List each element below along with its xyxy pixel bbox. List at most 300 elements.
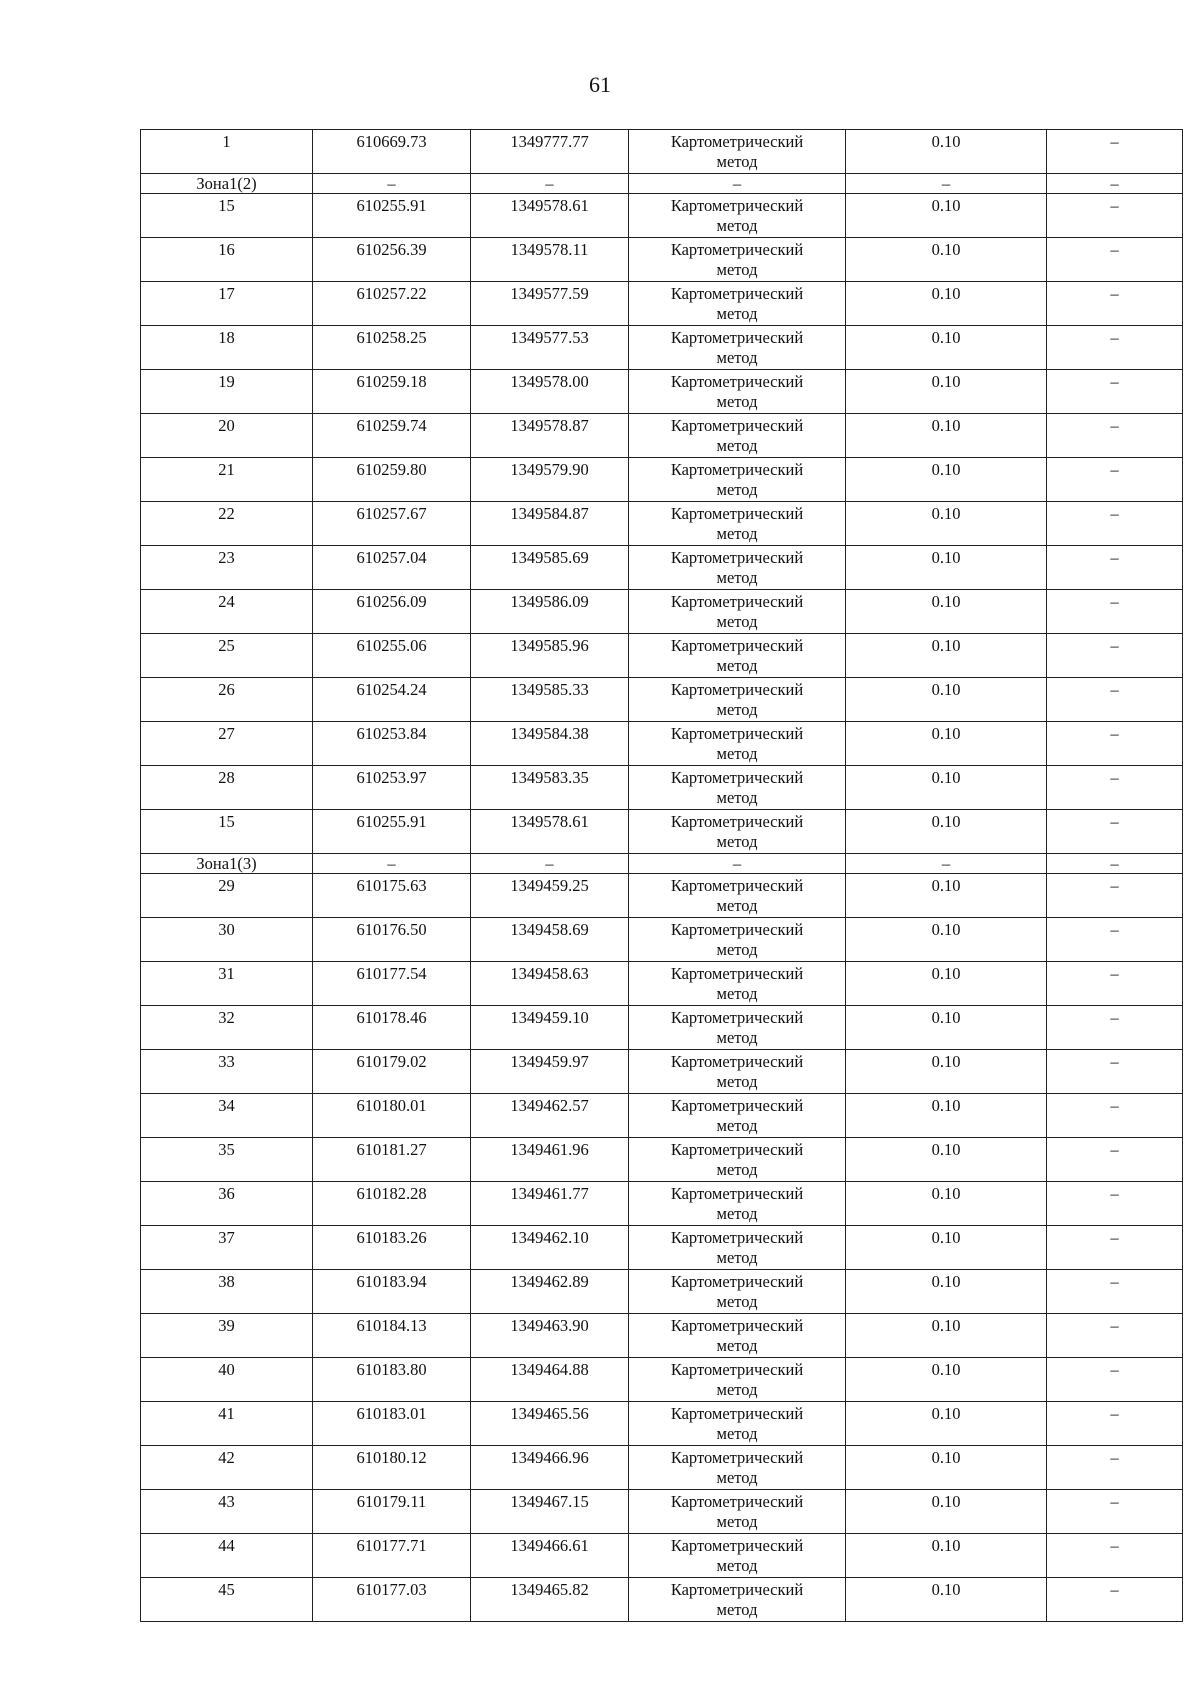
table-row: [141, 238, 1183, 282]
table-row: [141, 130, 1183, 174]
y-cell: 1349578.11: [471, 238, 629, 282]
method-cell: [629, 1226, 846, 1270]
x-cell: 610258.25: [313, 326, 471, 370]
table-row: [141, 282, 1183, 326]
x-cell: 610256.09: [313, 590, 471, 634]
method-cell: [629, 1182, 846, 1226]
y-cell: 1349466.61: [471, 1534, 629, 1578]
point-number: 32: [141, 1006, 313, 1050]
accuracy-cell: 0.10: [846, 810, 1047, 854]
note-cell: –: [1047, 918, 1183, 962]
point-number: 25: [141, 634, 313, 678]
x-cell: 610183.26: [313, 1226, 471, 1270]
table-row: [141, 590, 1183, 634]
table-row: [141, 1314, 1183, 1358]
table-row: [141, 502, 1183, 546]
x-cell: 610175.63: [313, 874, 471, 918]
method-text-line1: Картометрический: [670, 548, 804, 567]
method-text-line1: Картометрический: [670, 768, 804, 787]
method-text-line1: Картометрический: [670, 1184, 804, 1203]
x-cell: 610176.50: [313, 918, 471, 962]
table-row: [141, 326, 1183, 370]
method-text-line1: Картометрический: [670, 1272, 804, 1291]
note-cell: –: [1047, 546, 1183, 590]
method-cell: [629, 458, 846, 502]
note-cell: –: [1047, 502, 1183, 546]
method-text-line1: Картометрический: [670, 592, 804, 611]
table-row: [141, 1270, 1183, 1314]
accuracy-cell: –: [846, 854, 1047, 874]
x-cell: 610183.80: [313, 1358, 471, 1402]
method-text-line1: Картометрический: [670, 1228, 804, 1247]
y-cell: 1349577.59: [471, 282, 629, 326]
method-cell: [629, 678, 846, 722]
x-cell: 610181.27: [313, 1138, 471, 1182]
note-cell: –: [1047, 1534, 1183, 1578]
method-text-line1: Картометрический: [670, 1492, 804, 1511]
y-cell: 1349584.87: [471, 502, 629, 546]
y-cell: 1349579.90: [471, 458, 629, 502]
accuracy-cell: 0.10: [846, 918, 1047, 962]
note-cell: –: [1047, 766, 1183, 810]
method-text-line1: Картометрический: [670, 1404, 804, 1423]
accuracy-cell: 0.10: [846, 590, 1047, 634]
point-number: 18: [141, 326, 313, 370]
method-text-line2: метод: [716, 260, 758, 279]
x-cell: 610253.84: [313, 722, 471, 766]
point-number: 15: [141, 194, 313, 238]
method-text-line1: Картометрический: [670, 132, 804, 151]
x-cell: 610184.13: [313, 1314, 471, 1358]
method-text-line2: метод: [716, 612, 758, 631]
method-text-line1: Картометрический: [670, 1052, 804, 1071]
method-text-line2: метод: [716, 656, 758, 675]
x-cell: 610259.18: [313, 370, 471, 414]
note-cell: –: [1047, 1358, 1183, 1402]
accuracy-cell: 0.10: [846, 1402, 1047, 1446]
x-cell: 610177.71: [313, 1534, 471, 1578]
point-number: 36: [141, 1182, 313, 1226]
coordinates-table-body: [141, 130, 1183, 1622]
accuracy-cell: 0.10: [846, 370, 1047, 414]
method-text-line1: Картометрический: [670, 240, 804, 259]
accuracy-cell: 0.10: [846, 238, 1047, 282]
accuracy-cell: 0.10: [846, 458, 1047, 502]
y-cell: 1349578.61: [471, 810, 629, 854]
method-cell: [629, 590, 846, 634]
accuracy-cell: 0.10: [846, 194, 1047, 238]
y-cell: 1349462.10: [471, 1226, 629, 1270]
accuracy-cell: 0.10: [846, 874, 1047, 918]
table-row: [141, 1006, 1183, 1050]
method-text-line1: Картометрический: [670, 636, 804, 655]
y-cell: 1349463.90: [471, 1314, 629, 1358]
x-cell: 610177.54: [313, 962, 471, 1006]
accuracy-cell: 0.10: [846, 1050, 1047, 1094]
note-cell: –: [1047, 414, 1183, 458]
y-cell: 1349458.63: [471, 962, 629, 1006]
point-number: 29: [141, 874, 313, 918]
point-number: 45: [141, 1578, 313, 1622]
note-cell: –: [1047, 1270, 1183, 1314]
accuracy-cell: 0.10: [846, 722, 1047, 766]
accuracy-cell: 0.10: [846, 1226, 1047, 1270]
point-number: 37: [141, 1226, 313, 1270]
y-cell: 1349461.96: [471, 1138, 629, 1182]
table-row: [141, 634, 1183, 678]
note-cell: –: [1047, 1446, 1183, 1490]
zone-row: [141, 174, 1183, 194]
table-row: [141, 1534, 1183, 1578]
table-row: [141, 458, 1183, 502]
x-cell: 610257.04: [313, 546, 471, 590]
method-text-line2: метод: [716, 700, 758, 719]
method-text-line1: Картометрический: [670, 812, 804, 831]
point-number: 24: [141, 590, 313, 634]
y-cell: 1349583.35: [471, 766, 629, 810]
accuracy-cell: 0.10: [846, 1270, 1047, 1314]
x-cell: 610179.11: [313, 1490, 471, 1534]
accuracy-cell: 0.10: [846, 1094, 1047, 1138]
table-row: [141, 810, 1183, 854]
method-text-line2: метод: [716, 1204, 758, 1223]
note-cell: –: [1047, 370, 1183, 414]
method-text-line1: Картометрический: [670, 1580, 804, 1599]
note-cell: –: [1047, 1050, 1183, 1094]
table-row: [141, 678, 1183, 722]
x-cell: 610259.74: [313, 414, 471, 458]
page-number: 61: [589, 72, 611, 97]
x-cell: 610179.02: [313, 1050, 471, 1094]
accuracy-cell: 0.10: [846, 1490, 1047, 1534]
method-text-line1: Картометрический: [670, 1008, 804, 1027]
method-cell: [629, 634, 846, 678]
method-cell: [629, 1490, 846, 1534]
note-cell: –: [1047, 854, 1183, 874]
x-cell: 610257.22: [313, 282, 471, 326]
note-cell: –: [1047, 1578, 1183, 1622]
note-cell: –: [1047, 590, 1183, 634]
x-cell: 610669.73: [313, 130, 471, 174]
note-cell: –: [1047, 238, 1183, 282]
method-cell: [629, 1578, 846, 1622]
method-text-line2: метод: [716, 1248, 758, 1267]
method-cell: [629, 502, 846, 546]
method-text-line2: метод: [716, 304, 758, 323]
method-text-line2: метод: [716, 1424, 758, 1443]
method-text-line2: метод: [716, 1160, 758, 1179]
accuracy-cell: 0.10: [846, 130, 1047, 174]
point-number: 19: [141, 370, 313, 414]
y-cell: –: [471, 854, 629, 874]
y-cell: 1349459.97: [471, 1050, 629, 1094]
note-cell: –: [1047, 326, 1183, 370]
x-cell: 610253.97: [313, 766, 471, 810]
table-row: [141, 1050, 1183, 1094]
x-cell: 610257.67: [313, 502, 471, 546]
accuracy-cell: 0.10: [846, 1578, 1047, 1622]
table-row: [141, 1138, 1183, 1182]
accuracy-cell: –: [846, 174, 1047, 194]
method-cell: [629, 1446, 846, 1490]
method-cell: [629, 1314, 846, 1358]
method-cell: [629, 722, 846, 766]
y-cell: 1349586.09: [471, 590, 629, 634]
accuracy-cell: 0.10: [846, 1534, 1047, 1578]
accuracy-cell: 0.10: [846, 634, 1047, 678]
x-cell: 610255.91: [313, 194, 471, 238]
y-cell: 1349577.53: [471, 326, 629, 370]
method-text-line2: метод: [716, 832, 758, 851]
point-number: 30: [141, 918, 313, 962]
y-cell: 1349585.33: [471, 678, 629, 722]
zone-label: Зона1(2): [141, 174, 313, 194]
note-cell: –: [1047, 282, 1183, 326]
method-text-line1: Картометрический: [670, 328, 804, 347]
y-cell: 1349578.87: [471, 414, 629, 458]
x-cell: 610259.80: [313, 458, 471, 502]
method-cell: [629, 238, 846, 282]
y-cell: 1349459.25: [471, 874, 629, 918]
accuracy-cell: 0.10: [846, 962, 1047, 1006]
accuracy-cell: 0.10: [846, 326, 1047, 370]
method-cell: [629, 918, 846, 962]
y-cell: 1349584.38: [471, 722, 629, 766]
method-cell: [629, 546, 846, 590]
method-cell: [629, 1270, 846, 1314]
method-text-line2: метод: [716, 1116, 758, 1135]
x-cell: 610256.39: [313, 238, 471, 282]
method-text-line1: Картометрический: [670, 416, 804, 435]
x-cell: –: [313, 174, 471, 194]
zone-row: [141, 854, 1183, 874]
method-text-line2: метод: [716, 788, 758, 807]
method-text-line2: метод: [716, 1556, 758, 1575]
point-number: 39: [141, 1314, 313, 1358]
x-cell: 610182.28: [313, 1182, 471, 1226]
point-number: 20: [141, 414, 313, 458]
method-cell: [629, 1358, 846, 1402]
accuracy-cell: 0.10: [846, 502, 1047, 546]
y-cell: 1349777.77: [471, 130, 629, 174]
method-cell: [629, 810, 846, 854]
method-text-line2: метод: [716, 744, 758, 763]
x-cell: 610183.01: [313, 1402, 471, 1446]
y-cell: 1349461.77: [471, 1182, 629, 1226]
point-number: 17: [141, 282, 313, 326]
table-row: [141, 918, 1183, 962]
table-row: [141, 1402, 1183, 1446]
point-number: 23: [141, 546, 313, 590]
method-text-line1: Картометрический: [670, 372, 804, 391]
method-text-line2: метод: [716, 392, 758, 411]
x-cell: 610178.46: [313, 1006, 471, 1050]
y-cell: 1349585.96: [471, 634, 629, 678]
point-number: 27: [141, 722, 313, 766]
method-text-line1: Картометрический: [670, 680, 804, 699]
table-row: [141, 1490, 1183, 1534]
method-text-line2: метод: [716, 480, 758, 499]
method-cell: [629, 370, 846, 414]
method-text-line1: Картометрический: [670, 1448, 804, 1467]
method-text-line2: метод: [716, 1512, 758, 1531]
note-cell: –: [1047, 1226, 1183, 1270]
method-cell: –: [629, 174, 846, 194]
method-cell: [629, 1050, 846, 1094]
note-cell: –: [1047, 962, 1183, 1006]
method-text-line2: метод: [716, 524, 758, 543]
method-text-line2: метод: [716, 568, 758, 587]
method-text-line2: метод: [716, 896, 758, 915]
method-text-line2: метод: [716, 348, 758, 367]
point-number: 38: [141, 1270, 313, 1314]
point-number: 41: [141, 1402, 313, 1446]
note-cell: –: [1047, 194, 1183, 238]
accuracy-cell: 0.10: [846, 282, 1047, 326]
method-text-line1: Картометрический: [670, 196, 804, 215]
table-row: [141, 874, 1183, 918]
method-text-line1: Картометрический: [670, 1360, 804, 1379]
y-cell: 1349467.15: [471, 1490, 629, 1534]
table-row: [141, 370, 1183, 414]
y-cell: 1349459.10: [471, 1006, 629, 1050]
method-cell: [629, 326, 846, 370]
method-cell: [629, 1006, 846, 1050]
note-cell: –: [1047, 1490, 1183, 1534]
point-number: 33: [141, 1050, 313, 1094]
method-text-line2: метод: [716, 1072, 758, 1091]
method-text-line2: метод: [716, 216, 758, 235]
method-text-line1: Картометрический: [670, 876, 804, 895]
method-text-line1: Картометрический: [670, 1140, 804, 1159]
table-row: [141, 546, 1183, 590]
note-cell: –: [1047, 1402, 1183, 1446]
table-row: [141, 1358, 1183, 1402]
method-text-line2: метод: [716, 1468, 758, 1487]
method-cell: [629, 1534, 846, 1578]
table-row: [141, 414, 1183, 458]
accuracy-cell: 0.10: [846, 546, 1047, 590]
point-number: 28: [141, 766, 313, 810]
accuracy-cell: 0.10: [846, 766, 1047, 810]
method-text-line2: метод: [716, 1336, 758, 1355]
method-text-line2: метод: [716, 1600, 758, 1619]
method-text-line1: Картометрический: [670, 920, 804, 939]
accuracy-cell: 0.10: [846, 1006, 1047, 1050]
method-text-line1: Картометрический: [670, 504, 804, 523]
method-text-line1: Картометрический: [670, 460, 804, 479]
x-cell: 610177.03: [313, 1578, 471, 1622]
method-cell: [629, 962, 846, 1006]
note-cell: –: [1047, 1094, 1183, 1138]
point-number: 21: [141, 458, 313, 502]
x-cell: 610255.06: [313, 634, 471, 678]
coordinates-table: [140, 129, 1183, 1622]
method-cell: [629, 1402, 846, 1446]
accuracy-cell: 0.10: [846, 1182, 1047, 1226]
table-row: [141, 1226, 1183, 1270]
note-cell: –: [1047, 634, 1183, 678]
point-number: 1: [141, 130, 313, 174]
table-row: [141, 1446, 1183, 1490]
method-cell: [629, 130, 846, 174]
y-cell: 1349578.00: [471, 370, 629, 414]
note-cell: –: [1047, 130, 1183, 174]
method-text-line1: Картометрический: [670, 1316, 804, 1335]
x-cell: 610180.12: [313, 1446, 471, 1490]
zone-label: Зона1(3): [141, 854, 313, 874]
note-cell: –: [1047, 1006, 1183, 1050]
method-cell: [629, 1094, 846, 1138]
x-cell: 610183.94: [313, 1270, 471, 1314]
table-row: [141, 766, 1183, 810]
table-row: [141, 962, 1183, 1006]
x-cell: 610180.01: [313, 1094, 471, 1138]
table-row: [141, 1578, 1183, 1622]
table-row: [141, 1094, 1183, 1138]
method-cell: [629, 282, 846, 326]
point-number: 15: [141, 810, 313, 854]
note-cell: –: [1047, 1182, 1183, 1226]
accuracy-cell: 0.10: [846, 1314, 1047, 1358]
method-text-line1: Картометрический: [670, 1536, 804, 1555]
method-text-line2: метод: [716, 436, 758, 455]
y-cell: 1349465.82: [471, 1578, 629, 1622]
y-cell: 1349464.88: [471, 1358, 629, 1402]
y-cell: 1349462.57: [471, 1094, 629, 1138]
accuracy-cell: 0.10: [846, 1446, 1047, 1490]
note-cell: –: [1047, 458, 1183, 502]
accuracy-cell: 0.10: [846, 1358, 1047, 1402]
method-cell: [629, 1138, 846, 1182]
method-text-line1: Картометрический: [670, 1096, 804, 1115]
note-cell: –: [1047, 810, 1183, 854]
y-cell: 1349462.89: [471, 1270, 629, 1314]
method-text-line2: метод: [716, 152, 758, 171]
note-cell: –: [1047, 874, 1183, 918]
accuracy-cell: 0.10: [846, 1138, 1047, 1182]
note-cell: –: [1047, 1314, 1183, 1358]
point-number: 16: [141, 238, 313, 282]
point-number: 42: [141, 1446, 313, 1490]
point-number: 22: [141, 502, 313, 546]
note-cell: –: [1047, 1138, 1183, 1182]
table-row: [141, 722, 1183, 766]
point-number: 40: [141, 1358, 313, 1402]
y-cell: 1349465.56: [471, 1402, 629, 1446]
method-cell: [629, 194, 846, 238]
point-number: 43: [141, 1490, 313, 1534]
note-cell: –: [1047, 678, 1183, 722]
method-text-line1: Картометрический: [670, 724, 804, 743]
point-number: 34: [141, 1094, 313, 1138]
method-cell: –: [629, 854, 846, 874]
note-cell: –: [1047, 174, 1183, 194]
table-row: [141, 1182, 1183, 1226]
point-number: 35: [141, 1138, 313, 1182]
method-cell: [629, 766, 846, 810]
point-number: 31: [141, 962, 313, 1006]
y-cell: –: [471, 174, 629, 194]
method-text-line1: Картометрический: [670, 284, 804, 303]
x-cell: 610255.91: [313, 810, 471, 854]
method-cell: [629, 874, 846, 918]
y-cell: 1349585.69: [471, 546, 629, 590]
y-cell: 1349458.69: [471, 918, 629, 962]
x-cell: –: [313, 854, 471, 874]
table-row: [141, 194, 1183, 238]
point-number: 44: [141, 1534, 313, 1578]
